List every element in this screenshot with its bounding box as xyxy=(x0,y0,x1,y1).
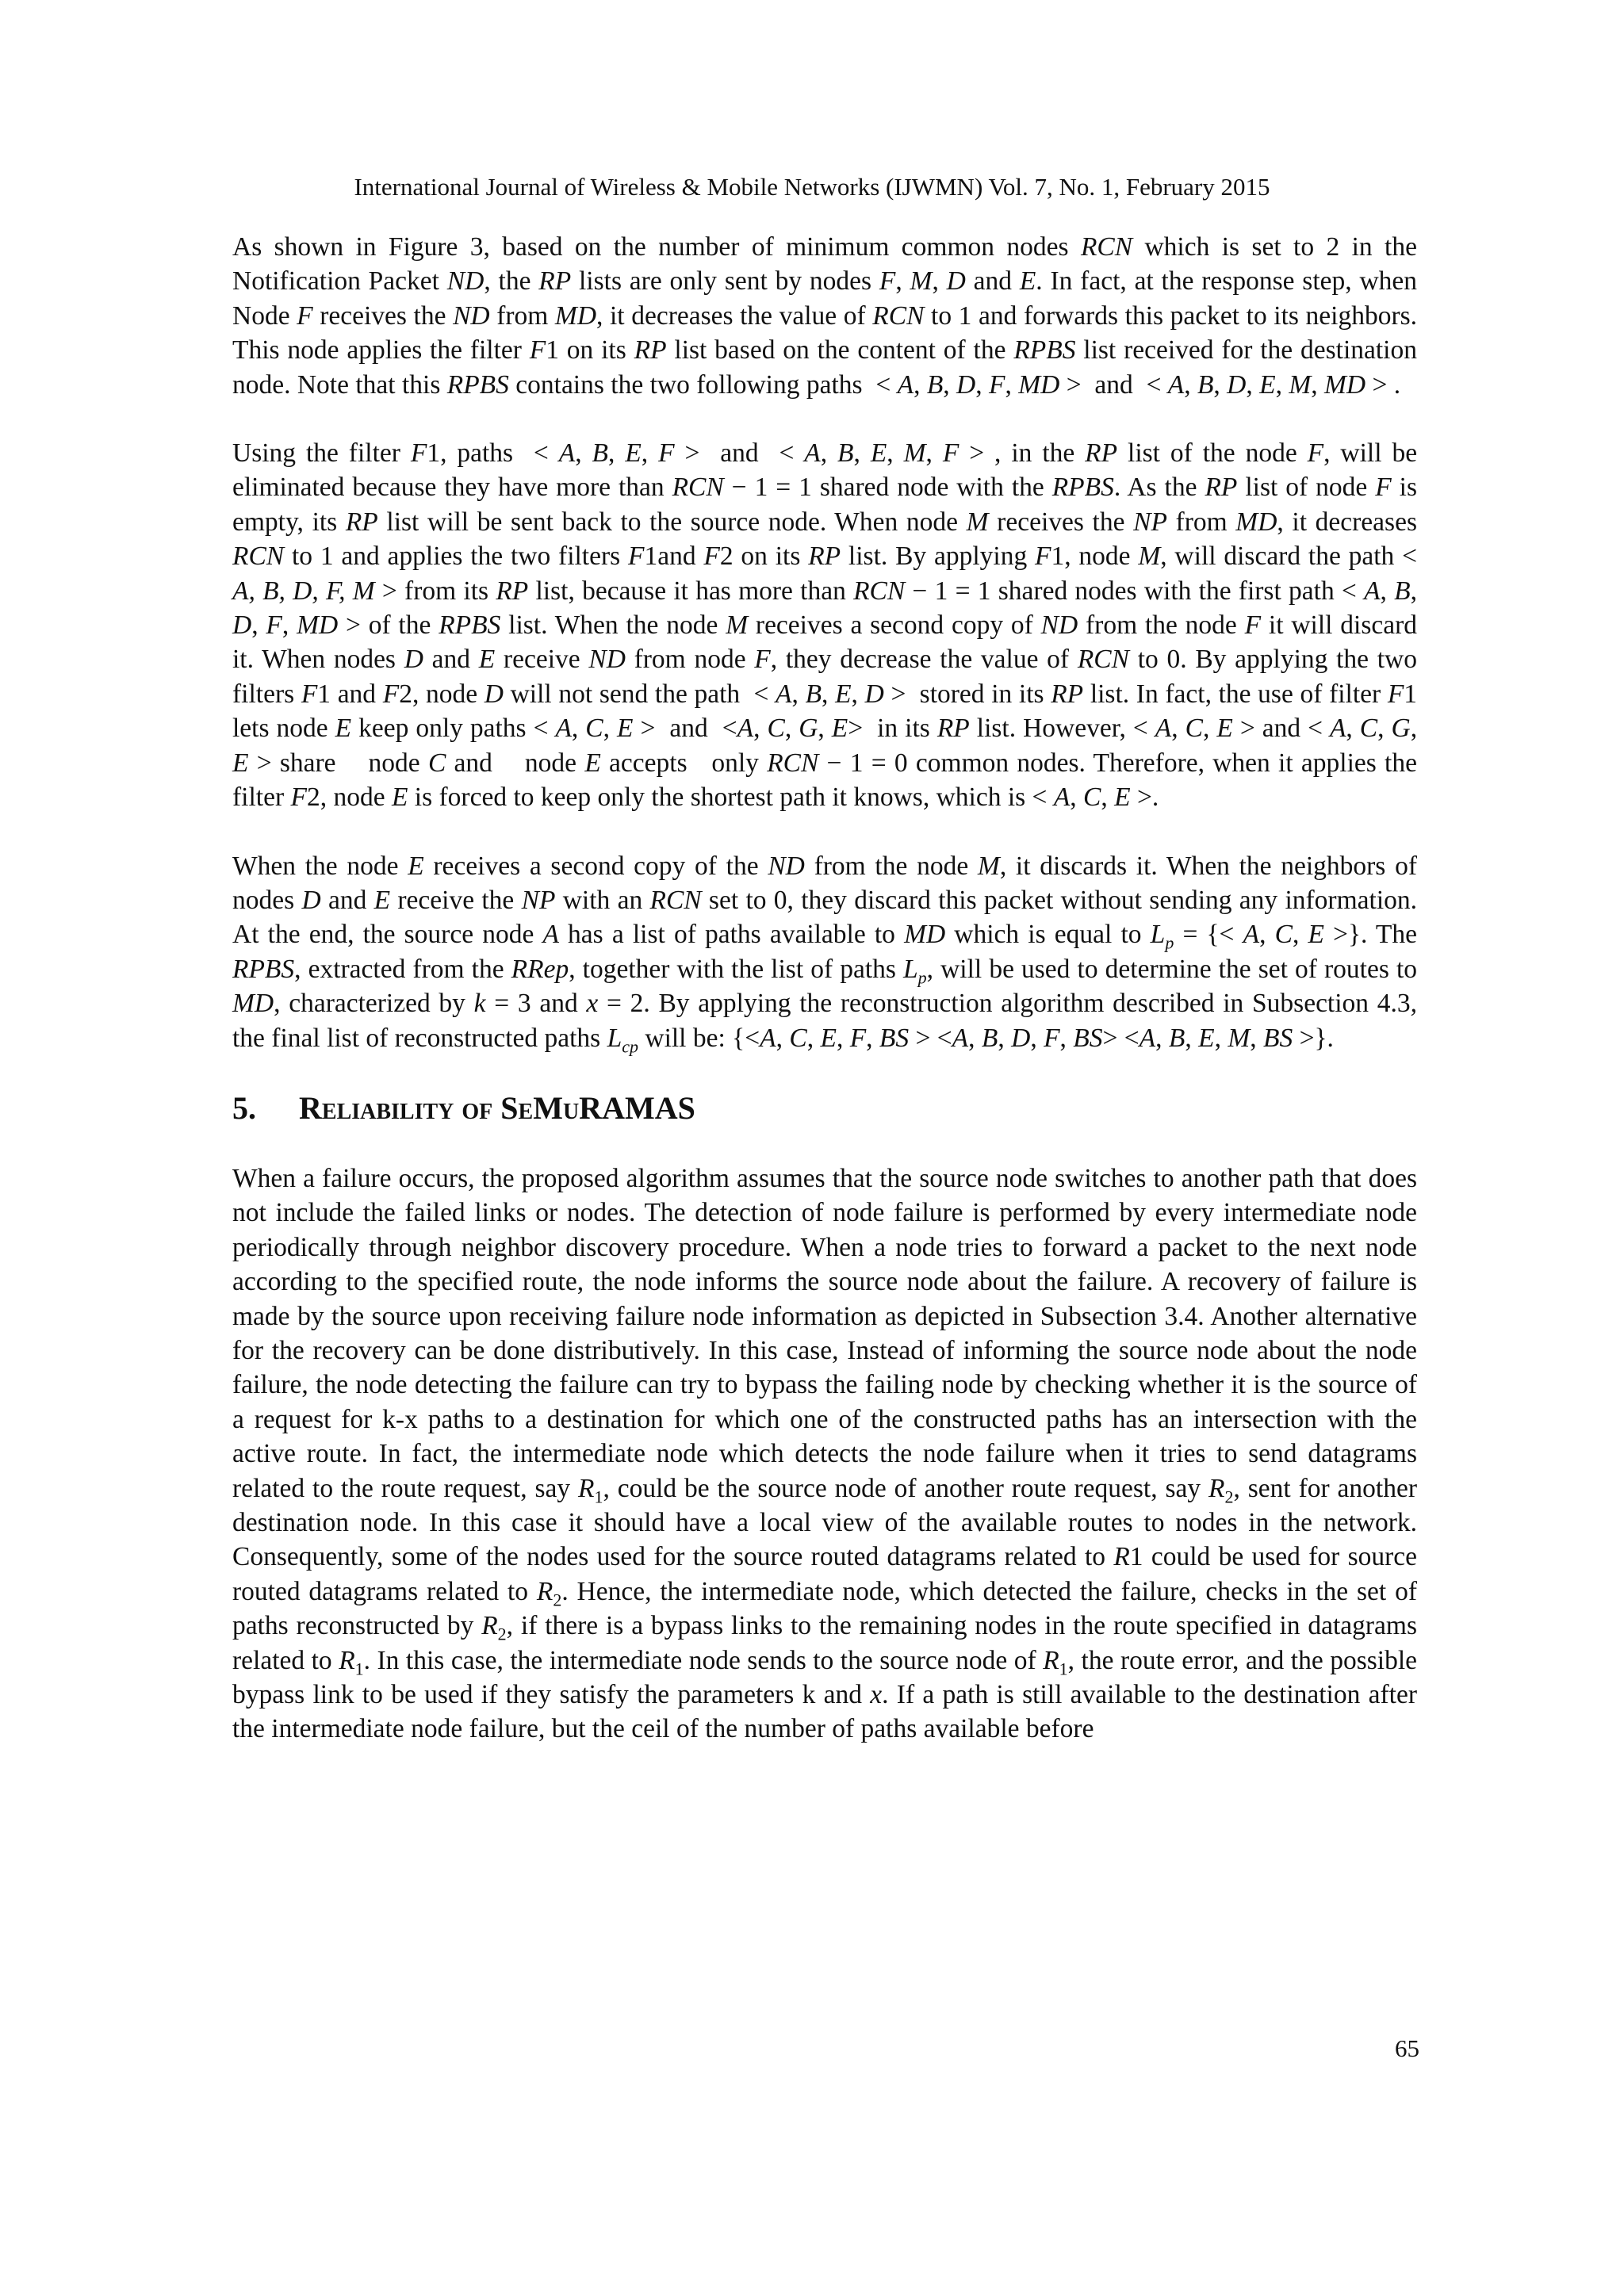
paragraph-2: Using the filter F1, paths < A, B, E, F > and < A, B, E, M, F > , in the RP list of the node F, will be eliminated because they have more than RCN − 1 = 1 shared node with the RPBS. As the RP list of node F is empty, its RP list will be sent back to the source node. When node M receives the NP from MD, it decreases RCN to 1 and applies the two filters F1and F2 on its RP list. By applying F1, node M, will discard the path < A, B, D, F, M > from its RP list, because it has more than RCN − 1 = 1 shared nodes with the first path < A, B, D, F, MD > of the RPBS list. When the node M receives a second copy of ND from the node F it will discard it. When nodes D and E receive ND from node F, they decrease the value of RCN to 0. By applying the two filters F1 and F2, node D will not send the path < A, B, E, D > stored in its RP list. In fact, the use of filter F1 lets node E keep only paths < A, C, E > and <A, C, G, E> in its RP list. However, < A, C, E > and < A, C, G, E > share node C and node E accepts only RCN − 1 = 0 common nodes. Therefore, when it applies the filter F2, node E is forced to keep only the shortest path it knows, which is < A, C, E >. xyxy=(232,438,1418,813)
page-number: 65 xyxy=(1395,2034,1419,2062)
section-title: Reliability of SeMuRAMAS xyxy=(299,1089,695,1126)
paragraph-3: When the node E receives a second copy of the ND from the node M, it discards it. When the neighbors of nodes D and E receive the NP with an RCN set to 0, they discard this packet without sending any information. At the end, the source node A has a list of paths available to MD which is equal to $L_p$ = {< A, C, E >}. The RPBS, extracted from the RRep, together with the list of paths $L_p$, will be used to determine the set of routes to MD, characterized by k = 3 and x = 2. By applying the reconstruction algorithm described in Subsection 4.3, the final list of reconstructed paths $L_{cp}$ will be: {<A, C, E, F, BS > <A, B, D, F, BS> <A, B, E, M, BS >}. xyxy=(232,851,1418,1057)
running-header: International Journal of Wireless & Mobile Networks (IJWMN) Vol. 7, No. 1, February 2015 xyxy=(354,173,1270,201)
paragraph-1: As shown in Figure 3, based on the number of minimum common nodes RCN which is set to 2 in the Notification Packet ND, the RP lists are only sent by nodes F, M, D and E. In fact, at the response step, when Node F receives the ND from MD, it decreases the value of RCN to 1 and forwards this packet to its neighbors. This node applies the filter F1 on its RP list based on the content of the RPBS list received for the destination node. Note that this RPBS contains the two following paths < A, B, D, F, MD > and < A, B, D, E, M, MD > . xyxy=(232,232,1418,400)
paragraph-4: When a failure occurs, the proposed algorithm assumes that the source node switches to another path that does not include the failed links or nodes. The detection of node failure is performed by every intermediate node periodically through neighbor discovery procedure. When a node tries to forward a packet to the next node according to the specified route, the node informs the source node about the failure. A recovery of failure is made by the source upon receiving failure node information as depicted in Subsection 3.4. Another alternative for the recovery can be done distributively. In this case, Instead of informing the source node about the node failure, the node detecting the failure can try to bypass the failing node by checking whether it is the source of a request for k-x paths to a destination for which one of the constructed paths has an intersection with the active route. In fact, the intermediate node which detects the node failure when it tries to send datagrams related to the route request, say $R_1$, could be the source node of another route request, say $R_2$, sent for another destination node. In this case it should have a local view of the available routes to nodes in the network. Consequently, some of the nodes used for the source routed datagrams related to R1 could be used for source routed datagrams related to $R_2$. Hence, the intermediate node, which detected the failure, checks in the set of paths reconstructed by $R_2$, if there is a bypass links to the remaining nodes in the route specified in datagrams related to $R_1$. In this case, the intermediate node sends to the source node of $R_1$, the route error, and the possible bypass link to be used if they satisfy the parameters k and x. If a path is still available to the destination after the intermediate node failure, but the ceil of the number of paths available before xyxy=(232,1163,1418,1744)
section-heading xyxy=(232,1089,1417,1127)
article-body xyxy=(232,230,1417,1781)
section-number: 5. xyxy=(232,1089,256,1126)
